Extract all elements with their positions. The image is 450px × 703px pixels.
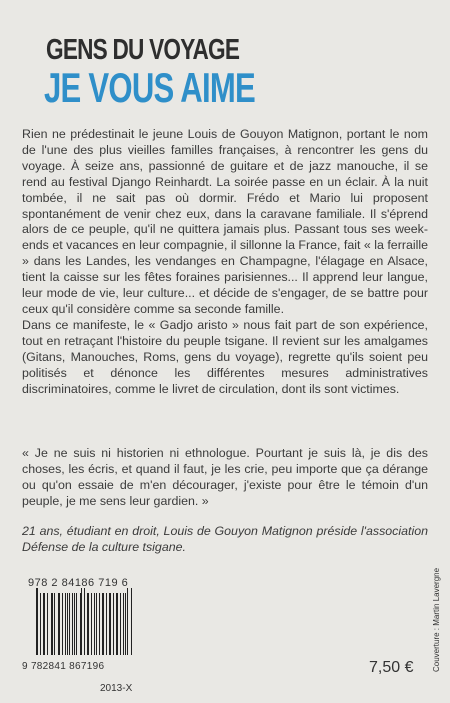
- print-code: 2013-X: [100, 683, 133, 694]
- barcode-bar: [117, 593, 118, 655]
- back-cover-summary: [22, 127, 428, 397]
- title-line-2: JE VOUS AIME: [44, 64, 256, 111]
- barcode-bar: [91, 593, 92, 655]
- author-quote: « Je ne suis ni historien ni ethnologue. Pourtant je suis là, je dis des choses, les écris, et quand il faut, je les crie, peu importe que ça dérange ou qu'on essaie de m'en décourager, j'existe pour être le témoin d'un peuple, je me sens leur gardien. »: [22, 446, 428, 508]
- barcode-bar: [96, 593, 97, 655]
- barcode-bar: [62, 593, 63, 655]
- barcode-bar: [123, 593, 124, 655]
- barcode-bar: [131, 588, 132, 655]
- summary-paragraph-2: Dans ce manifeste, le « Gadjo aristo » nous fait part de son expérience, tout en retraçant l'histoire du peuple tsigane. Il revient sur les amalgames (Gitans, Manouches, Roms, gens du voyage), regrette qu'ils soient peu politisés et dénonce les différentes mesures administratives discriminatoires, comme le livret de circulation, dont ils sont victimes.: [22, 317, 428, 396]
- barcode-image: [36, 593, 132, 655]
- barcode-bar: [103, 593, 104, 655]
- barcode-bar: [88, 593, 89, 655]
- summary-paragraph-1: Rien ne prédestinait le jeune Louis de Gouyon Matignon, portant le nom de l'une des plus vieilles familles françaises, à rencontrer les gens du voyage. À seize ans, passionné de guitare et de jazz manouche, il se rend au festival Django Reinhardt. La soirée passe en un éclair. À la nuit tombée, il ne sait pas où dormir. Frédo et Mario lui proposent spontanément de venir chez eux, dans la caravane familiale. Il s'éprend alors de ce peuple, qu'il ne quittera jamais plus. Passant tous ses week-ends et vacances en leur compagnie, il sillonne la France, fait « la ferraille » dans les Landes, les vendanges en Champagne, l'élagage en Alsace, tient la caisse sur les fêtes foraines parisiennes... Il apprend leur langue, leur mode de vie, leur culture... et décide de s'engager, de se battre pour ceux qu'il considère comme sa seconde famille.: [22, 127, 428, 316]
- isbn-number: 978 2 84186 719 6: [28, 577, 129, 589]
- barcode-digits: 9 782841 867196: [22, 661, 105, 672]
- barcode-bar: [80, 593, 81, 655]
- author-bio: 21 ans, étudiant en droit, Louis de Gouyon Matignon préside l'association Défense de la culture tsigane.: [22, 524, 428, 554]
- price: 7,50 €: [369, 659, 414, 676]
- barcode-bar: [40, 593, 41, 655]
- barcode-bar: [54, 593, 55, 655]
- title-line-1: GENS DU VOYAGE: [46, 34, 240, 66]
- barcode-bar: [44, 593, 45, 655]
- cover-credit: Couverture : Martin Lavergne: [432, 567, 441, 672]
- barcode-bar: [110, 593, 111, 655]
- barcode-block: [22, 577, 132, 655]
- barcode-bar: [67, 593, 68, 655]
- barcode-bar: [74, 593, 75, 655]
- barcode-bar: [52, 593, 53, 655]
